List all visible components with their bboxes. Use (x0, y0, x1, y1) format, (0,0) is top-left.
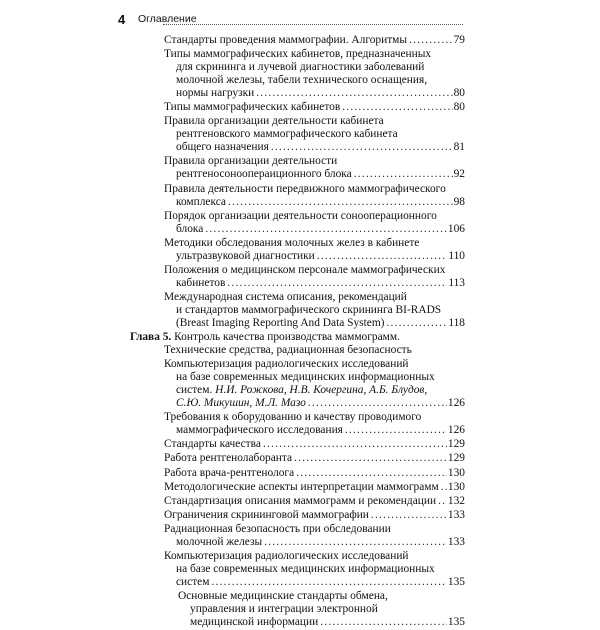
toc-entry-text: (Breast Imaging Reporting And Data System) (176, 316, 385, 329)
toc-entry-text: систем (176, 575, 210, 588)
toc-page-number: 113 (448, 276, 465, 289)
toc-entry (130, 550, 465, 589)
page-number: 4 (118, 12, 126, 27)
dot-leader (294, 452, 447, 465)
toc-entry (130, 438, 465, 451)
toc-entry-line (164, 141, 465, 154)
toc-entry (130, 183, 465, 209)
toc-entry-line (164, 237, 465, 250)
dot-leader (263, 438, 447, 451)
toc-entry-text: кабинетов (176, 276, 226, 289)
dot-leader (296, 467, 447, 480)
dot-leader (438, 495, 447, 508)
dot-leader (386, 317, 447, 330)
toc-entry-line (164, 317, 465, 330)
toc-entry-line (164, 550, 465, 563)
toc-entry-line (164, 223, 465, 236)
toc-entry-text: медицинской информации (190, 616, 319, 629)
toc-entry-text: Методики обследования молочных желез в кабинете (164, 236, 420, 249)
toc-entry (130, 101, 465, 114)
toc-page-number: 135 (447, 616, 465, 629)
toc-page-number: 133 (447, 535, 465, 548)
dot-leader (320, 616, 447, 629)
toc-page-number: 130 (447, 466, 465, 479)
toc-page-number: 129 (447, 438, 465, 451)
toc-page-number: 135 (447, 575, 465, 588)
toc-page-number: 81 (453, 141, 465, 154)
toc-entry-line (178, 603, 465, 616)
chapter-title-text: Контроль качества производства маммограмм. (171, 331, 400, 344)
toc-entry-text: на базе современных медицинских информационных (176, 371, 435, 384)
toc-entry-text: Стандартизация описания маммограмм и рекомендации (164, 494, 437, 507)
toc-entry-line (178, 590, 465, 603)
chapter-heading (130, 331, 465, 357)
toc-entry-line (164, 155, 465, 168)
toc-entry-line (164, 424, 465, 437)
dot-leader (317, 250, 448, 263)
toc-page-number: 132 (447, 494, 465, 507)
toc-page-number: 129 (447, 452, 465, 465)
toc-entry-line (164, 264, 465, 277)
toc-entry-line (164, 250, 465, 263)
toc-entry (130, 155, 465, 181)
toc-entry-text: рентгеновского маммографического кабинета (176, 128, 398, 141)
toc-entry (130, 590, 465, 629)
toc-entry (130, 210, 465, 236)
toc-entry-line (164, 576, 465, 589)
toc-page-number: 106 (447, 222, 465, 235)
toc-entry (130, 495, 465, 508)
dot-leader (345, 424, 447, 437)
toc-entry-line (164, 291, 465, 304)
toc-entry-line (164, 183, 465, 196)
toc-entry-line (164, 48, 465, 61)
toc-entry-line (164, 196, 465, 209)
toc-entry-text: Положения о медицинском персонале маммографических (164, 263, 446, 276)
toc-entry (130, 34, 465, 47)
toc-page-number: 118 (448, 316, 465, 329)
toc-entry-line (164, 277, 465, 290)
toc-entry-line (164, 452, 465, 465)
toc-entry-text: Международная система описания, рекомендаций (164, 290, 407, 303)
toc-page-number: 130 (447, 480, 465, 493)
toc-entry-text: Стандарты качества (164, 438, 261, 451)
toc-entry-text: Порядок организации деятельности сонооперационного (164, 209, 437, 222)
toc-entry (130, 237, 465, 263)
toc-entry-text: Работа рентгенолаборанта (164, 452, 293, 465)
toc-entry (130, 358, 465, 410)
toc-entry-text: Ограничения скрининговой маммографии (164, 508, 369, 521)
toc-entry-text: Типы маммографических кабинетов (164, 101, 341, 114)
toc-entry-text: Правила организации деятельности кабинета (164, 115, 384, 128)
toc-page-number: 80 (453, 101, 465, 114)
toc-entry-line (164, 536, 465, 549)
toc-page-number: 126 (447, 424, 465, 437)
dot-leader (441, 481, 447, 494)
dot-leader (371, 509, 447, 522)
toc-entry-text: нормы нагрузки (176, 87, 255, 100)
toc-entry-line (164, 304, 465, 317)
toc-entry-line (164, 495, 465, 508)
dot-leader (342, 101, 452, 114)
dot-leader (211, 576, 446, 589)
toc-entry-text: комплекса (176, 195, 226, 208)
toc-entry-line (164, 115, 465, 128)
toc-entry-text: Правила организации деятельности (164, 155, 338, 168)
toc-entry-line (164, 563, 465, 576)
toc-entry (130, 467, 465, 480)
toc-entry-text: молочной железы (176, 535, 263, 548)
toc-entry-line (164, 411, 465, 424)
toc-entry-line (164, 87, 465, 100)
toc-entry-text: для скрининга и лучевой диагностики заболеваний (176, 61, 425, 74)
toc-entry-line (164, 371, 465, 384)
running-header-title: Оглавление (138, 13, 197, 25)
toc-entry (130, 452, 465, 465)
toc-entry-line (164, 397, 465, 410)
toc-entry-text: С.Ю. Микушин, М.Л. Мазо (176, 397, 306, 410)
toc-entry-line (164, 74, 465, 87)
toc-entry-line (164, 101, 465, 114)
header-divider (163, 24, 463, 25)
dot-leader (228, 196, 453, 209)
toc-page-number: 126 (447, 397, 465, 410)
toc-entry (130, 48, 465, 100)
toc-page-number: 133 (447, 508, 465, 521)
toc-entry-line (164, 467, 465, 480)
toc-entry-text: рентгеносоноопераиционного блока (176, 168, 352, 181)
toc-entry-line (164, 358, 465, 371)
toc-entry (130, 523, 465, 549)
dot-leader (308, 397, 447, 410)
toc-entry-text: и стандартов маммографического скрининга BI-RADS (176, 303, 442, 316)
toc-entry-line (164, 128, 465, 141)
toc-entry-line (164, 509, 465, 522)
toc-entry-line (164, 523, 465, 536)
toc-entry-text: систем. (176, 384, 213, 397)
toc-entry-line (164, 438, 465, 451)
toc-entry-text: управления и интеграции электронной (190, 602, 378, 615)
toc-page-number: 79 (453, 34, 465, 46)
toc-entry (130, 509, 465, 522)
toc-page-number: 110 (448, 249, 465, 262)
toc-entry-line (164, 384, 465, 397)
chapter-title-line (130, 331, 465, 344)
toc-entry-text: Типы маммографических кабинетов, предназначенных (164, 48, 432, 61)
toc-entry-text: ультразвуковой диагностики (176, 249, 315, 262)
toc-page-number: 80 (453, 87, 465, 100)
toc-entry-text: маммографического исследования (176, 424, 343, 437)
dot-leader (227, 277, 447, 290)
chapter-label: Глава 5. (130, 331, 172, 344)
toc-entry-line (164, 34, 465, 47)
toc-entry (130, 411, 465, 437)
toc-entry-text: Стандарты проведения маммографии. Алгоритмы (164, 34, 408, 46)
toc-entry-text: Правила деятельности передвижного маммографического (164, 182, 446, 195)
toc-entry-text: общего назначения (176, 141, 269, 154)
toc-entry-text: Основные медицинские стандарты обмена, (178, 589, 388, 602)
table-of-contents (130, 34, 465, 630)
toc-entry (130, 264, 465, 290)
toc-entry-text: Требования к оборудованию и качеству проводимого (164, 411, 422, 424)
toc-entry-text: Радиационная безопасность при обследовании (164, 522, 391, 535)
toc-entry (130, 115, 465, 154)
dot-leader (205, 223, 447, 236)
toc-entry (130, 291, 465, 330)
dot-leader (256, 87, 452, 100)
toc-entry-text: Компьютеризация радиологических исследований (164, 358, 409, 371)
toc-entry-line (164, 61, 465, 74)
toc-entry-line (164, 210, 465, 223)
dot-leader (409, 34, 453, 47)
dot-leader (264, 536, 447, 549)
chapter-title-line: Технические средства, радиационная безопасность (164, 344, 412, 357)
toc-entry-line (164, 481, 465, 494)
toc-entry-text: Работа врача-рентгенолога (164, 466, 295, 479)
dot-leader (271, 141, 453, 154)
dot-leader (354, 168, 453, 181)
toc-entry-text: Методологические аспекты интерпретации маммограмм (164, 480, 439, 493)
toc-entry-authors: Н.И. Рожкова, Н.В. Кочергина, А.Б. Блудов, (212, 384, 428, 397)
toc-page-number: 98 (453, 195, 465, 208)
toc-entry-text: молочной железы, табели технического оснащения, (176, 74, 428, 87)
toc-page-number: 92 (453, 168, 465, 181)
toc-entry-line (178, 616, 465, 629)
toc-entry-text: блока (176, 222, 204, 235)
toc-entry-text: Компьютеризация радиологических исследований (164, 549, 409, 562)
toc-entry-text: на базе современных медицинских информационных (176, 562, 435, 575)
toc-entry (130, 481, 465, 494)
toc-entry-line (164, 168, 465, 181)
